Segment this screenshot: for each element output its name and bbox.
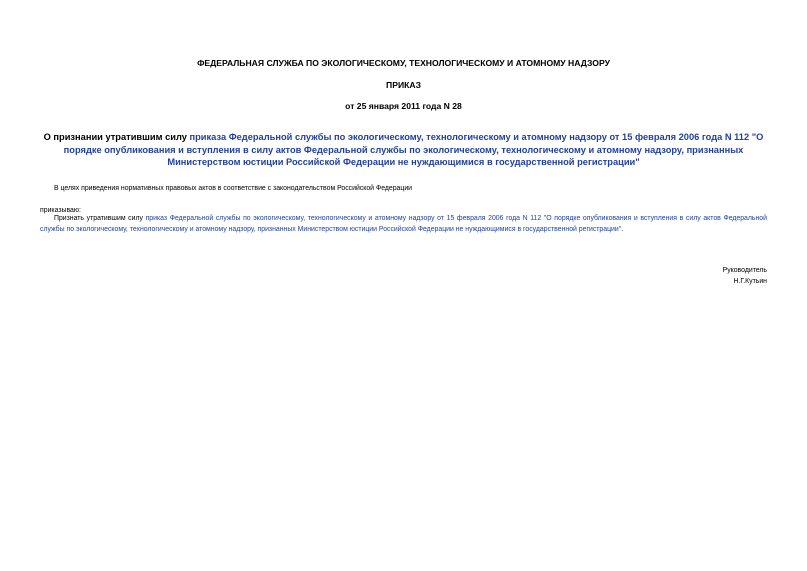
main-suffix: . <box>621 226 624 233</box>
main-order-link[interactable]: приказ Федеральной службы по экологическому, технологическому и атомному надзору от 15 февраля 2006 года N 112 "О порядке опубликования и вступления в силу актов Федеральной службы по экологическому, технологическому и атомному надзору, признанных Министерством юстиции Российской Федерации не нуждающимися в государственной регистрации" <box>40 215 767 233</box>
document-type: ПРИКАЗ <box>386 80 421 90</box>
signatory-role: Руководитель <box>722 267 767 274</box>
title-order-link[interactable]: приказа Федеральной службы по экологическому, технологическому и атомному надзору от 15 февраля 2006 года N 112 "О порядке опубликования и вступления в силу актов Федеральной службы по экологическому, технологическому и атомному надзору, признанных Министерством юстиции Российской Федерации не нуждающимися в государственной регистрации" <box>63 132 764 167</box>
signatory-name: Н.Г.Кутьин <box>733 278 767 285</box>
document-title <box>40 131 767 169</box>
main-provision <box>40 213 767 235</box>
preamble-text: В целях приведения нормативных правовых актов в соответствие с законодательством Российской Федерации <box>54 185 413 192</box>
resolve-text: приказываю: <box>40 207 81 214</box>
document-date: от 25 января 2011 года N 28 <box>345 101 462 111</box>
main-prefix: Признать утратившим силу <box>54 215 146 222</box>
agency-name: ФЕДЕРАЛЬНАЯ СЛУЖБА ПО ЭКОЛОГИЧЕСКОМУ, ТЕХНОЛОГИЧЕСКОМУ И АТОМНОМУ НАДЗОРУ <box>197 58 610 68</box>
title-prefix: О признании утратившим силу <box>43 132 190 142</box>
